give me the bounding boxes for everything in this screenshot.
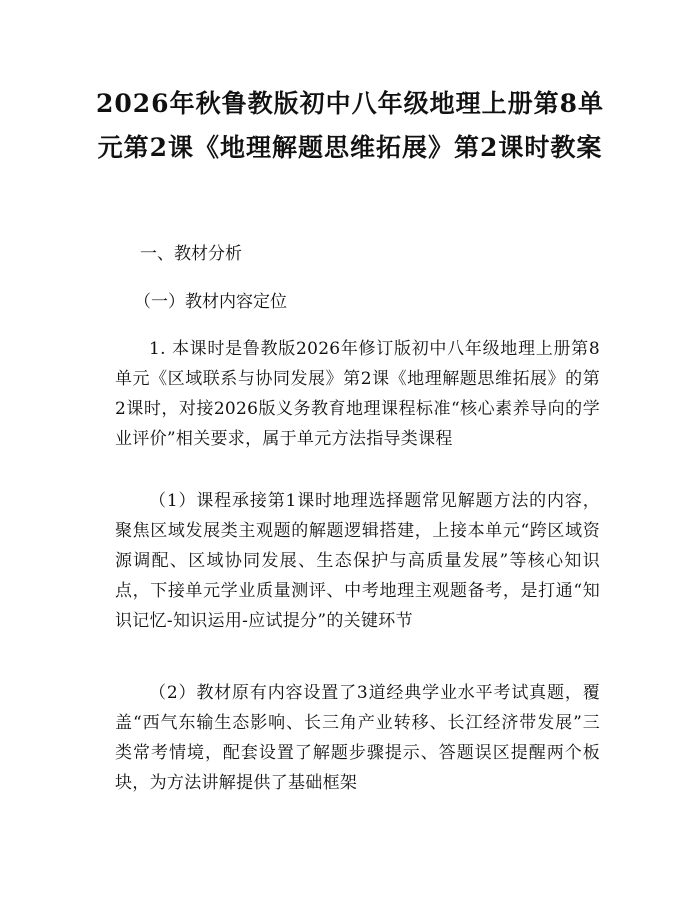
document-title: 2026年秋鲁教版初中八年级地理上册第8单元第2课《地理解题思维拓展》第2课时教案 [96,89,604,162]
section-heading: 一、教材分析 [140,244,242,264]
paragraph-2: （1）课程承接第1课时地理选择题常见解题方法的内容，聚焦区域发展类主观题的解题逻辑搭建，上接本单元“跨区域资源调配、区域协同发展、生态保护与高质量发展”等核心知识点，下接单元学业质量测评、中考地理主观题备考，是打通“知识记忆-知识运用-应试提分”的关键环节 [115,491,600,631]
subsection-heading: （一）教材内容定位 [134,292,287,312]
paragraph-1: 1. 本课时是鲁教版2026年修订版初中八年级地理上册第8单元《区域联系与协同发展》第2课《地理解题思维拓展》的第2课时，对接2026版义务教育地理课程标准“核心素养导向的学业评价”相关要求，属于单元方法指导类课程 [115,339,600,449]
paragraph-3: （2）教材原有内容设置了3道经典学业水平考试真题，覆盖“西气东输生态影响、长三角产业转移、长江经济带发展”三类常考情境，配套设置了解题步骤提示、答题误区提醒两个板块，为方法讲解提供了基础框架 [115,683,600,793]
